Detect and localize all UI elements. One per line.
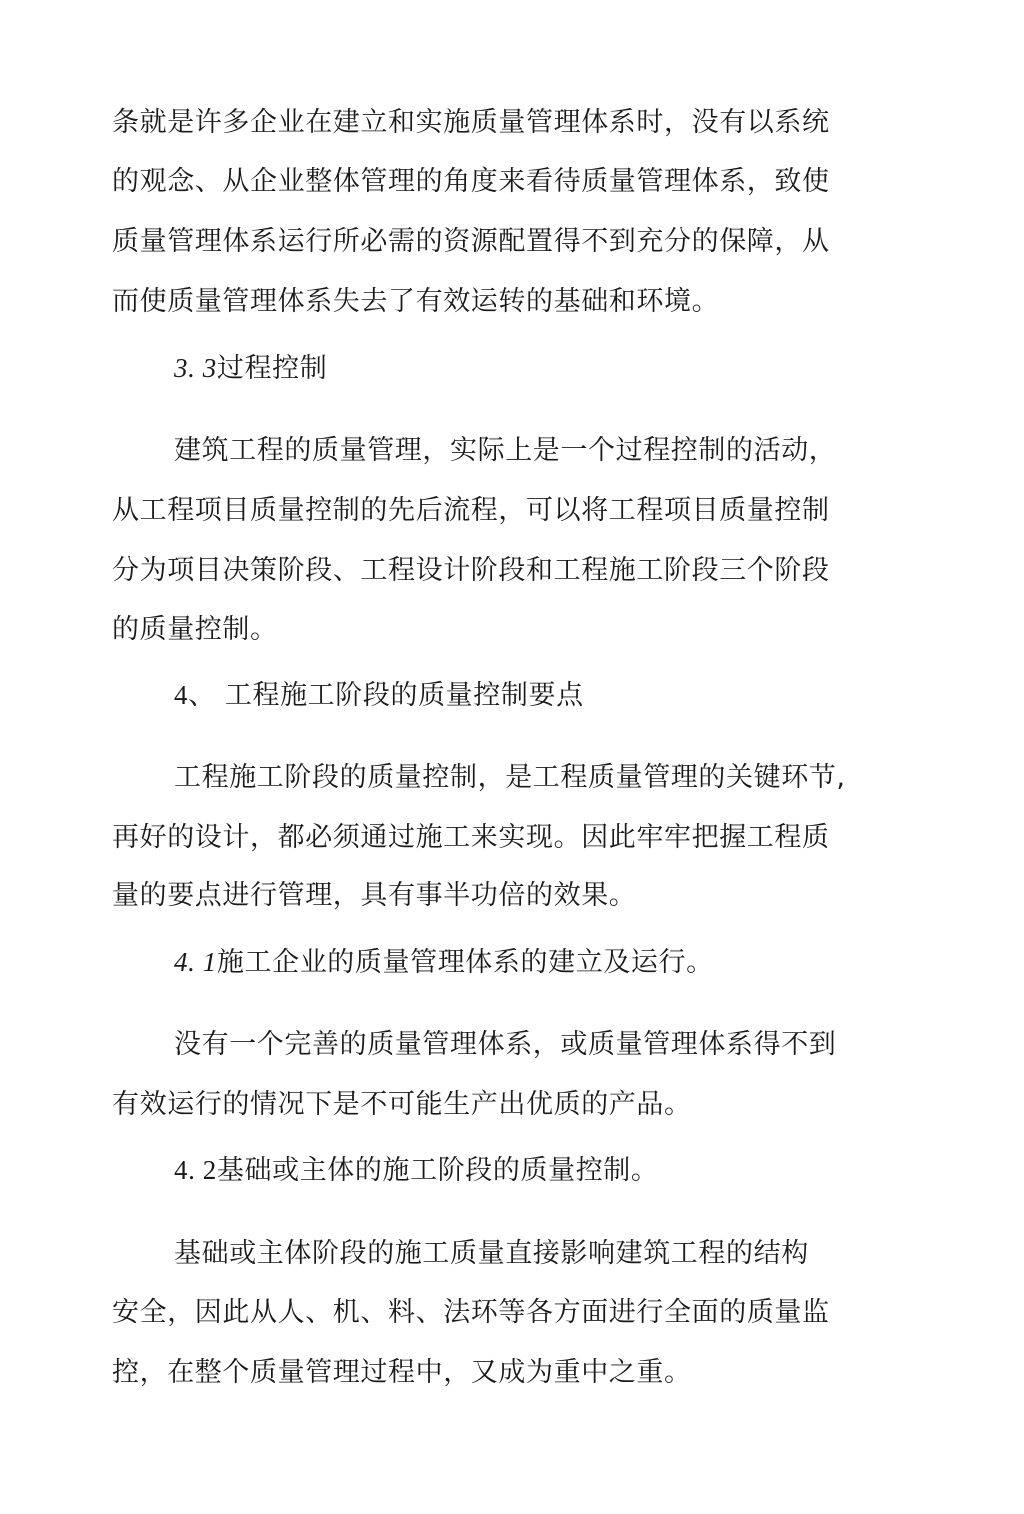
body-line: 分为项目决策阶段、工程设计阶段和工程施工阶段三个阶段 — [112, 555, 830, 586]
body-line: 建筑工程的质量管理，实际上是一个过程控制的活动， — [174, 435, 837, 466]
section-number: 3. 3 — [174, 353, 217, 383]
body-line: 安全，因此从人、机、料、法环等各方面进行全面的质量监 — [112, 1297, 830, 1328]
body-line: 质量管理体系运行所必需的资源配置得不到充分的保障，从 — [112, 226, 830, 257]
section-heading-4 — [174, 677, 584, 714]
body-line: 没有一个完善的质量管理体系，或质量管理体系得不到 — [174, 1029, 837, 1060]
section-number: 4、 — [174, 680, 216, 710]
body-line: 有效运行的情况下是不可能生产出优质的产品。 — [112, 1089, 692, 1120]
section-heading-3-3 — [174, 350, 327, 387]
body-line: 的观念、从企业整体管理的角度来看待质量管理体系，致使 — [112, 166, 830, 197]
body-line: 工程施工阶段的质量控制，是工程质量管理的关键环节, — [174, 762, 846, 793]
body-line: 而使质量管理体系失去了有效运转的基础和环境。 — [112, 286, 720, 317]
section-title: 施工企业的质量管理体系的建立及运行。 — [216, 947, 714, 978]
section-title: 基础或主体的施工阶段的质量控制。 — [216, 1155, 659, 1186]
body-line: 的质量控制。 — [112, 614, 278, 645]
section-heading-4-1 — [174, 944, 714, 981]
body-line: 条就是许多企业在建立和实施质量管理体系时，没有以系统 — [112, 107, 830, 138]
section-title: 工程施工阶段的质量控制要点 — [215, 680, 584, 711]
body-line: 控，在整个质量管理过程中，又成为重中之重。 — [112, 1357, 692, 1388]
body-line: 量的要点进行管理，具有事半功倍的效果。 — [112, 880, 637, 911]
section-number: 4. 2 — [174, 1155, 217, 1185]
section-title: 过程控制 — [216, 353, 328, 384]
section-number: 4. 1 — [174, 947, 217, 977]
body-line: 从工程项目质量控制的先后流程，可以将工程项目质量控制 — [112, 495, 830, 526]
body-line: 基础或主体阶段的施工质量直接影响建筑工程的结构 — [174, 1238, 809, 1269]
section-heading-4-2 — [174, 1152, 659, 1189]
body-line: 再好的设计，都必须通过施工来实现。因此牢牢把握工程质 — [112, 822, 830, 853]
